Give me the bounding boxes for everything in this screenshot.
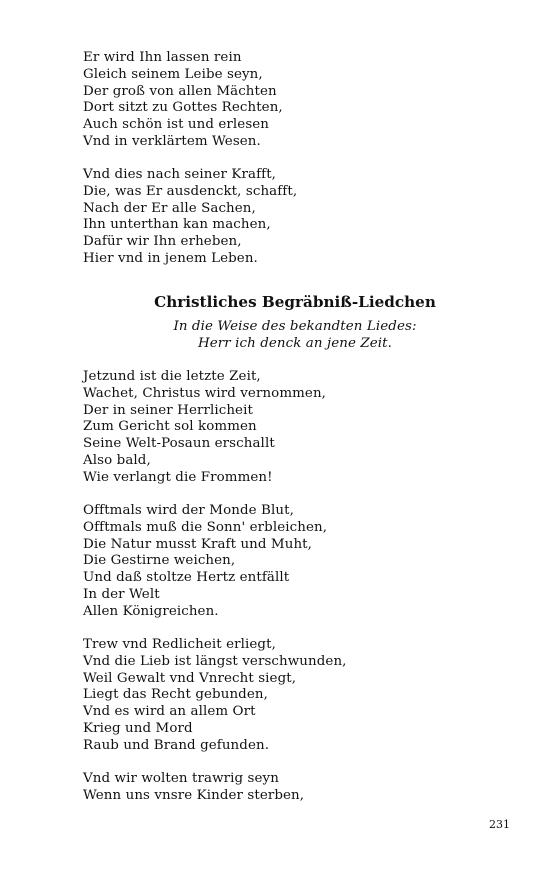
verse-line: Auch schön ist und erlesen	[83, 117, 270, 133]
subtitle-line: In die Weise des bekandten Liedes:	[173, 319, 417, 334]
verse-line: Nach der Er alle Sachen,	[83, 200, 256, 216]
verse-line: Vnd in verklärtem Wesen.	[83, 133, 261, 149]
verse-line: Die Gestirne weichen,	[83, 553, 236, 569]
verse-line: Und daß stoltze Hertz entfällt	[83, 570, 290, 586]
verse-line: Hier vnd in jenem Leben.	[83, 250, 258, 266]
stanza-2	[83, 167, 297, 268]
verse-line: Der in seiner Herrlicheit	[83, 402, 253, 418]
subtitle-line: Herr ich denck an jene Zeit.	[197, 335, 392, 351]
stanza-4	[83, 503, 327, 621]
verse-line: Wachet, Christus wird vernommen,	[83, 385, 327, 401]
verse-line: Also bald,	[83, 452, 151, 468]
page-number: 231	[489, 818, 510, 831]
verse-line: Offtmals wird der Monde Blut,	[83, 503, 294, 518]
verse-line: Offtmals muß die Sonn' erbleichen,	[83, 519, 328, 535]
poem-title: Christliches Begräbniß-Liedchen	[154, 293, 436, 311]
verse-line: Seine Welt-Posaun erschallt	[83, 436, 275, 452]
verse-line: Wie verlangt die Frommen!	[83, 469, 273, 485]
stanza-5	[83, 637, 347, 755]
verse-line: Liegt das Recht gebunden,	[83, 687, 268, 703]
verse-line: Dort sitzt zu Gottes Rechten,	[83, 100, 283, 116]
verse-line: In der Welt	[83, 586, 160, 602]
verse-line: Gleich seinem Leibe seyn,	[83, 66, 263, 82]
verse-line: Weil Gewalt vnd Vnrecht siegt,	[83, 670, 297, 686]
verse-line: Zum Gericht sol kommen	[83, 419, 257, 435]
verse-line: Vnd dies nach seiner Krafft,	[83, 167, 277, 182]
stanza-1	[83, 50, 283, 151]
verse-line: Der groß von allen Mächten	[83, 83, 277, 99]
verse-line: Allen Königreichen.	[83, 603, 219, 619]
stanza-6	[83, 771, 304, 805]
verse-line: Die, was Er ausdenckt, schafft,	[83, 183, 298, 199]
verse-line: Jetzund ist die letzte Zeit,	[83, 369, 261, 384]
verse-line: Vnd es wird an allem Ort	[83, 704, 256, 720]
stanza-3	[83, 369, 326, 487]
verse-line: Wenn uns vnsre Kinder sterben,	[83, 787, 305, 803]
verse-line: Ihn unterthan kan machen,	[83, 217, 271, 233]
verse-line: Dafür wir Ihn erheben,	[83, 234, 242, 250]
verse-line: Raub und Brand gefunden.	[83, 737, 270, 753]
verse-line: Krieg und Mord	[83, 720, 193, 736]
verse-line: Trew vnd Redlicheit erliegt,	[83, 637, 276, 652]
verse-line: Vnd die Lieb ist längst verschwunden,	[83, 653, 347, 669]
verse-line: Vnd wir wolten trawrig seyn	[83, 771, 279, 786]
verse-line: Er wird Ihn lassen rein	[83, 50, 242, 65]
verse-line: Die Natur musst Kraft und Muht,	[83, 536, 313, 552]
poem-subtitle	[0, 319, 550, 353]
